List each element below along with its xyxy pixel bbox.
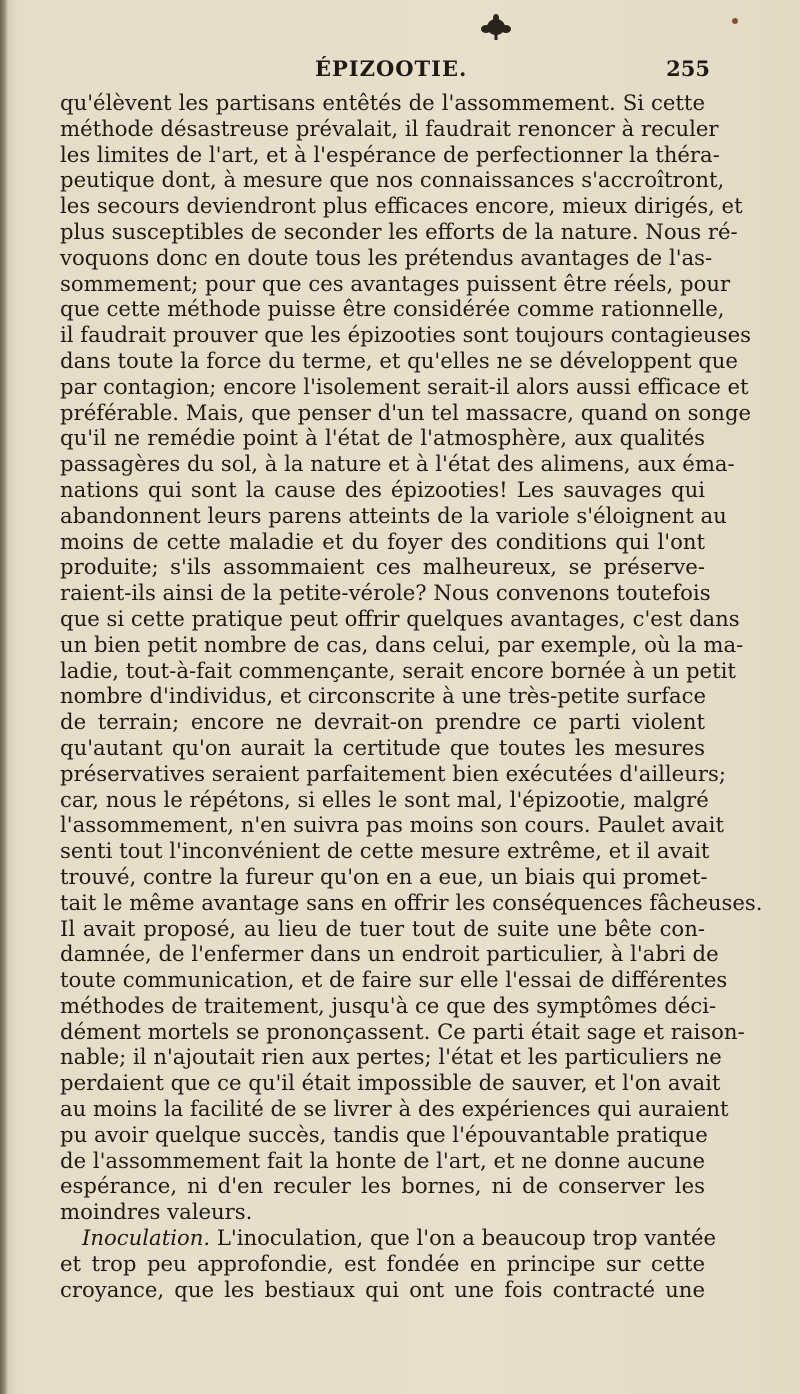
text-line: méthodes de traitement, jusqu'à ce que des symptômes déci- [60, 992, 717, 1018]
section-run-in-heading: Inoculation. [82, 1225, 211, 1251]
paragraph-assommement [60, 90, 763, 1225]
text-line: qu'il ne remédie point à l'état de l'atmosphère, aux qualités [60, 425, 705, 451]
text-line: croyance, que les bestiaux qui ont une fois contracté une [60, 1276, 705, 1302]
text-line: moindres valeurs. [60, 1199, 253, 1225]
text-line: il faudrait prouver que les épizooties sont toujours contagieuses [60, 322, 751, 348]
text-line: passagères du sol, à la nature et à l'état des alimens, aux éma- [60, 451, 735, 477]
header-title: ÉPIZOOTIE. [315, 56, 468, 81]
text-line: trouvé, contre la fureur qu'on en a eue, un biais qui promet- [60, 863, 708, 889]
text-line: moins de cette maladie et du foyer des conditions qui l'ont [60, 528, 705, 554]
text-line-content: L'inoculation, que l'on a beaucoup trop vantée [210, 1225, 717, 1251]
paragraph-inoculation [60, 1225, 717, 1302]
text-line: raient-ils ainsi de la petite-vérole? Nous convenons toutefois [60, 580, 711, 606]
text-line: et trop peu approfondie, est fondée en principe sur cette [60, 1250, 705, 1276]
text-line: pu avoir quelque succès, tandis que l'épouvantable pratique [60, 1121, 708, 1147]
text-line: tait le même avantage sans en offrir les conséquences fâcheuses. [60, 889, 763, 915]
text-line: au moins la facilité de se livrer à des expériences qui auraient [60, 1096, 729, 1122]
text-line: nombre d'individus, et circonscrite à une très-petite surface [60, 683, 707, 709]
text-line: voquons donc en doute tous les prétendus avantages de l'as- [60, 244, 713, 270]
page-number: 255 [666, 56, 710, 81]
text-line: damnée, de l'enfermer dans un endroit particulier, à l'abri de [60, 941, 719, 967]
text-line: un bien petit nombre de cas, dans celui, par exemple, où la ma- [60, 631, 744, 657]
text-line: sommement; pour que ces avantages puissent être réels, pour [60, 270, 731, 296]
text-line: nable; il n'ajoutait rien aux pertes; l'état et les particuliers ne [60, 1044, 722, 1070]
running-head [60, 56, 710, 86]
text-line: que si cette pratique peut offrir quelques avantages, c'est dans [60, 605, 740, 631]
text-line: les limites de l'art, et à l'espérance de perfectionner la théra- [60, 141, 720, 167]
ink-speck [732, 18, 738, 24]
text-line: de l'assommement fait la honte de l'art, et ne donne aucune [60, 1147, 706, 1173]
text-line: plus susceptibles de seconder les efforts de la nature. Nous ré- [60, 218, 738, 244]
paragraph-inoculation-lines [60, 1251, 705, 1303]
text-line: produite; s'ils assommaient ces malheureux, se préserve- [60, 554, 705, 580]
text-line: les secours deviendront plus efficaces encore, mieux dirigés, et [60, 193, 743, 219]
text-line: espérance, ni d'en reculer les bornes, ni de conserver les [60, 1173, 705, 1199]
text-line: méthode désastreuse prévalait, il faudrait renoncer à reculer [60, 115, 719, 141]
text-line: peutique dont, à mesure que nos connaissances s'accroîtront, [60, 167, 725, 193]
text-line: l'assommement, n'en suivra pas moins son cours. Paulet avait [60, 812, 724, 838]
text-line: dément mortels se prononçassent. Ce parti était sage et raison- [60, 1018, 745, 1044]
text-line: ladie, tout-à-fait commençante, serait encore bornée à un petit [60, 657, 736, 683]
text-line: perdaient que ce qu'il était impossible de sauver, et l'on avait [60, 1070, 721, 1096]
text-line: toute communication, et de faire sur elle l'essai de différentes [60, 967, 728, 993]
text-line: que cette méthode puisse être considérée comme rationnelle, [60, 296, 725, 322]
text-line: Il avait proposé, au lieu de tuer tout de suite une bête con- [60, 915, 705, 941]
text-line: préservatives seraient parfaitement bien exécutées d'ailleurs; [60, 760, 726, 786]
text-line: de terrain; encore ne devrait-on prendre ce parti violent [60, 709, 705, 735]
text-line: préférable. Mais, que penser d'un tel massacre, quand on songe [60, 399, 752, 425]
text-line: qu'autant qu'on aurait la certitude que toutes les mesures [60, 734, 705, 760]
body-text [60, 90, 763, 1302]
binding-edge [0, 0, 8, 1394]
text-line: car, nous le répétons, si elles le sont mal, l'épizootie, malgré [60, 786, 709, 812]
text-line: abandonnent leurs parens atteints de la variole s'éloignent au [60, 502, 727, 528]
text-line: dans toute la force du terme, et qu'elles ne se développent que [60, 347, 738, 373]
floral-ornament-icon [476, 12, 516, 42]
text-line: par contagion; encore l'isolement serait-il alors aussi efficace et [60, 373, 749, 399]
text-line [60, 1225, 717, 1251]
text-line: senti tout l'inconvénient de cette mesure extrême, et il avait [60, 838, 710, 864]
text-line: qu'élèvent les partisans entêtés de l'assommement. Si cette [60, 90, 705, 115]
text-line: nations qui sont la cause des épizooties! Les sauvages qui [60, 476, 705, 502]
